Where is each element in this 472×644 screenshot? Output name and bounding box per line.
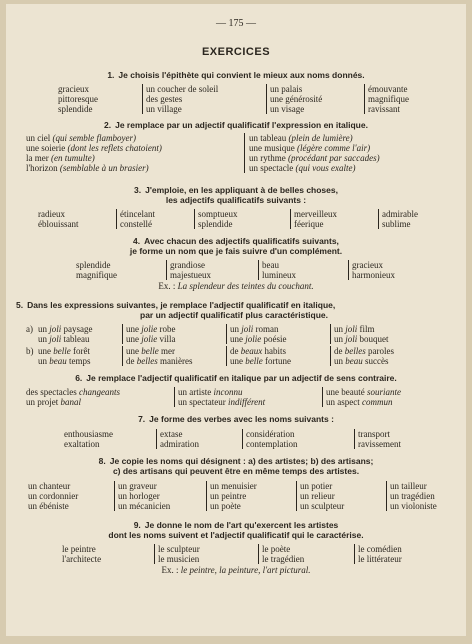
word: un graveur <box>114 481 206 491</box>
word: magnifique <box>364 94 444 104</box>
expression: un rythme (procédant par saccades) <box>244 153 456 163</box>
exercise-6-heading: 6. Je remplace l'adjectif qualificatif en italique par un adjectif de sens contraire. <box>75 373 397 383</box>
word: contemplation <box>242 439 354 449</box>
expression: une belle forêt <box>38 346 90 356</box>
word: le peintre <box>62 544 96 554</box>
word: radieux <box>38 209 65 219</box>
expression: de belles paroles <box>330 346 420 356</box>
exercise-4-example: Ex. : La splendeur des teintes du couchant. <box>158 281 314 291</box>
word: l'architecte <box>62 554 102 564</box>
word: somptueux <box>194 209 290 219</box>
expression: un beau succès <box>330 356 420 366</box>
word: un sculpteur <box>296 501 386 511</box>
word: gracieux <box>348 260 428 270</box>
exercise-5-expression-grid <box>38 324 420 366</box>
word: le littérateur <box>354 554 438 564</box>
expression: l'horizon (semblable à un brasier) <box>26 163 149 173</box>
word: le tragédien <box>258 554 354 564</box>
exercise-number: 9. <box>133 520 141 530</box>
word: le sculpteur <box>154 544 258 554</box>
exercise-3-heading: 3. J'emploie, en les appliquant à de belles choses, les adjectifs qualificatifs suivants : <box>134 185 338 205</box>
expression: une jolie villa <box>122 334 226 344</box>
word: un poète <box>206 501 296 511</box>
word: transport <box>354 429 444 439</box>
exercise-1-word-grid <box>58 84 444 114</box>
word: un village <box>142 104 266 114</box>
word: un cordonnier <box>28 491 79 501</box>
word: un palais <box>266 84 364 94</box>
exercise-4-word-grid <box>76 260 428 280</box>
exercise-4-heading: 4. Avec chacun des adjectifs qualificatifs suivants, je forme un nom que je fais suivre d'un complément. <box>129 236 343 256</box>
word: exaltation <box>64 439 100 449</box>
word: harmonieux <box>348 270 428 280</box>
word: ravissant <box>364 104 444 114</box>
word: un tailleur <box>386 481 466 491</box>
word: magnifique <box>76 270 117 280</box>
expression: une musique (légère comme l'air) <box>244 143 456 153</box>
exercise-5-heading: 5. Dans les expressions suivantes, je remplace l'adjectif qualificatif en italique, par un adjectif qualificatif plus caractéristique. <box>16 300 336 320</box>
expression: un artiste inconnu <box>174 387 322 397</box>
expression: un tableau (plein de lumière) <box>244 133 456 143</box>
exercise-2-heading: 2. Je remplace par un adjectif qualificatif l'expression en italique. <box>104 120 368 130</box>
expression: une soierie (dont les reflets chatoient) <box>26 143 162 153</box>
word: un ébéniste <box>28 501 69 511</box>
word: gracieux <box>58 84 89 94</box>
word: majestueux <box>166 270 258 280</box>
word: considération <box>242 429 354 439</box>
word: le poète <box>258 544 354 554</box>
word: un coucher de soleil <box>142 84 266 94</box>
word: un visage <box>266 104 364 114</box>
exercise-6-expression-grid <box>26 387 456 407</box>
expression: un joli roman <box>226 324 330 334</box>
expression: un beau temps <box>38 356 91 366</box>
exercise-number: 5. <box>16 300 24 310</box>
word: ravissement <box>354 439 444 449</box>
word: pittoresque <box>58 94 98 104</box>
word: splendide <box>58 104 93 114</box>
page-title: EXERCICES <box>201 46 271 58</box>
word: un horloger <box>114 491 206 501</box>
expression: de beaux habits <box>226 346 330 356</box>
word: splendide <box>194 219 290 229</box>
word: beau <box>258 260 348 270</box>
exercise-9-heading: 9. Je donne le nom de l'art qu'exercent les artistes dont les noms suivent et l'adjectif qualificatif qui le caractérise. <box>108 520 364 540</box>
word: splendide <box>76 260 111 270</box>
group-label-a: a) <box>26 324 33 334</box>
word: le comédien <box>354 544 438 554</box>
word: admiration <box>156 439 242 449</box>
expression: un joli paysage <box>38 324 93 334</box>
exercise-number: 8. <box>98 456 106 466</box>
exercise-number: 6. <box>75 373 83 383</box>
exercise-9-word-grid <box>62 544 438 564</box>
expression: un joli bouquet <box>330 334 420 344</box>
expression: des spectacles changeants <box>26 387 120 397</box>
word: féerique <box>290 219 378 229</box>
word: une générosité <box>266 94 364 104</box>
group-label-b: b) <box>26 346 34 356</box>
word: sublime <box>378 219 448 229</box>
word: des gestes <box>142 94 266 104</box>
word: un menuisier <box>206 481 296 491</box>
word: éblouissant <box>38 219 79 229</box>
word: extase <box>156 429 242 439</box>
word: un relieur <box>296 491 386 501</box>
word: un violoniste <box>386 501 466 511</box>
exercise-3-word-grid <box>38 209 448 229</box>
word: enthousiasme <box>64 429 113 439</box>
word: merveilleux <box>290 209 378 219</box>
expression: un spectateur indifférent <box>174 397 322 407</box>
expression: une jolie robe <box>122 324 226 334</box>
expression: la mer (en tumulte) <box>26 153 95 163</box>
word: lumineux <box>258 270 348 280</box>
expression: un projet banal <box>26 397 82 407</box>
word: un tragédien <box>386 491 466 501</box>
expression: un spectacle (qui vous exalte) <box>244 163 456 173</box>
exercise-9-example: Ex. : le peintre, la peinture, l'art pictural. <box>161 565 311 575</box>
expression: de belles manières <box>122 356 226 366</box>
expression: un joli film <box>330 324 420 334</box>
exercise-7-heading: 7. Je forme des verbes avec les noms suivants : <box>138 414 334 424</box>
expression: une belle fortune <box>226 356 330 366</box>
exercise-2-expression-list <box>26 133 456 173</box>
word: le musicien <box>154 554 258 564</box>
exercise-7-word-grid <box>64 429 444 449</box>
word: admirable <box>378 209 448 219</box>
exercise-number: 7. <box>138 414 146 424</box>
expression: une jolie poésie <box>226 334 330 344</box>
word: étincelant <box>116 209 194 219</box>
exercise-number: 4. <box>133 236 141 246</box>
expression: un ciel (qui semble flamboyer) <box>26 133 136 143</box>
book-page <box>6 4 466 636</box>
exercise-8-word-grid <box>28 481 466 511</box>
expression: un joli tableau <box>38 334 90 344</box>
expression: un aspect commun <box>322 397 456 407</box>
word: émouvante <box>364 84 444 94</box>
word: un chanteur <box>28 481 71 491</box>
exercise-1-heading: 1. Je choisis l'épithète qui convient le mieux aux noms donnés. <box>107 70 365 80</box>
exercise-8-heading: 8. Je copie les noms qui désignent : a) des artistes; b) des artisans; c) des artisans qui peuvent être en même temps des artistes. <box>98 456 374 476</box>
expression: une belle mer <box>122 346 226 356</box>
word: un mécanicien <box>114 501 206 511</box>
word: un peintre <box>206 491 296 501</box>
exercise-number: 2. <box>104 120 112 130</box>
exercise-number: 3. <box>134 185 142 195</box>
expression: une beauté souriante <box>322 387 456 397</box>
exercise-number: 1. <box>107 70 115 80</box>
word: un potier <box>296 481 386 491</box>
word: constellé <box>116 219 194 229</box>
word: grandiose <box>166 260 258 270</box>
page-number: — 175 — <box>216 18 256 29</box>
